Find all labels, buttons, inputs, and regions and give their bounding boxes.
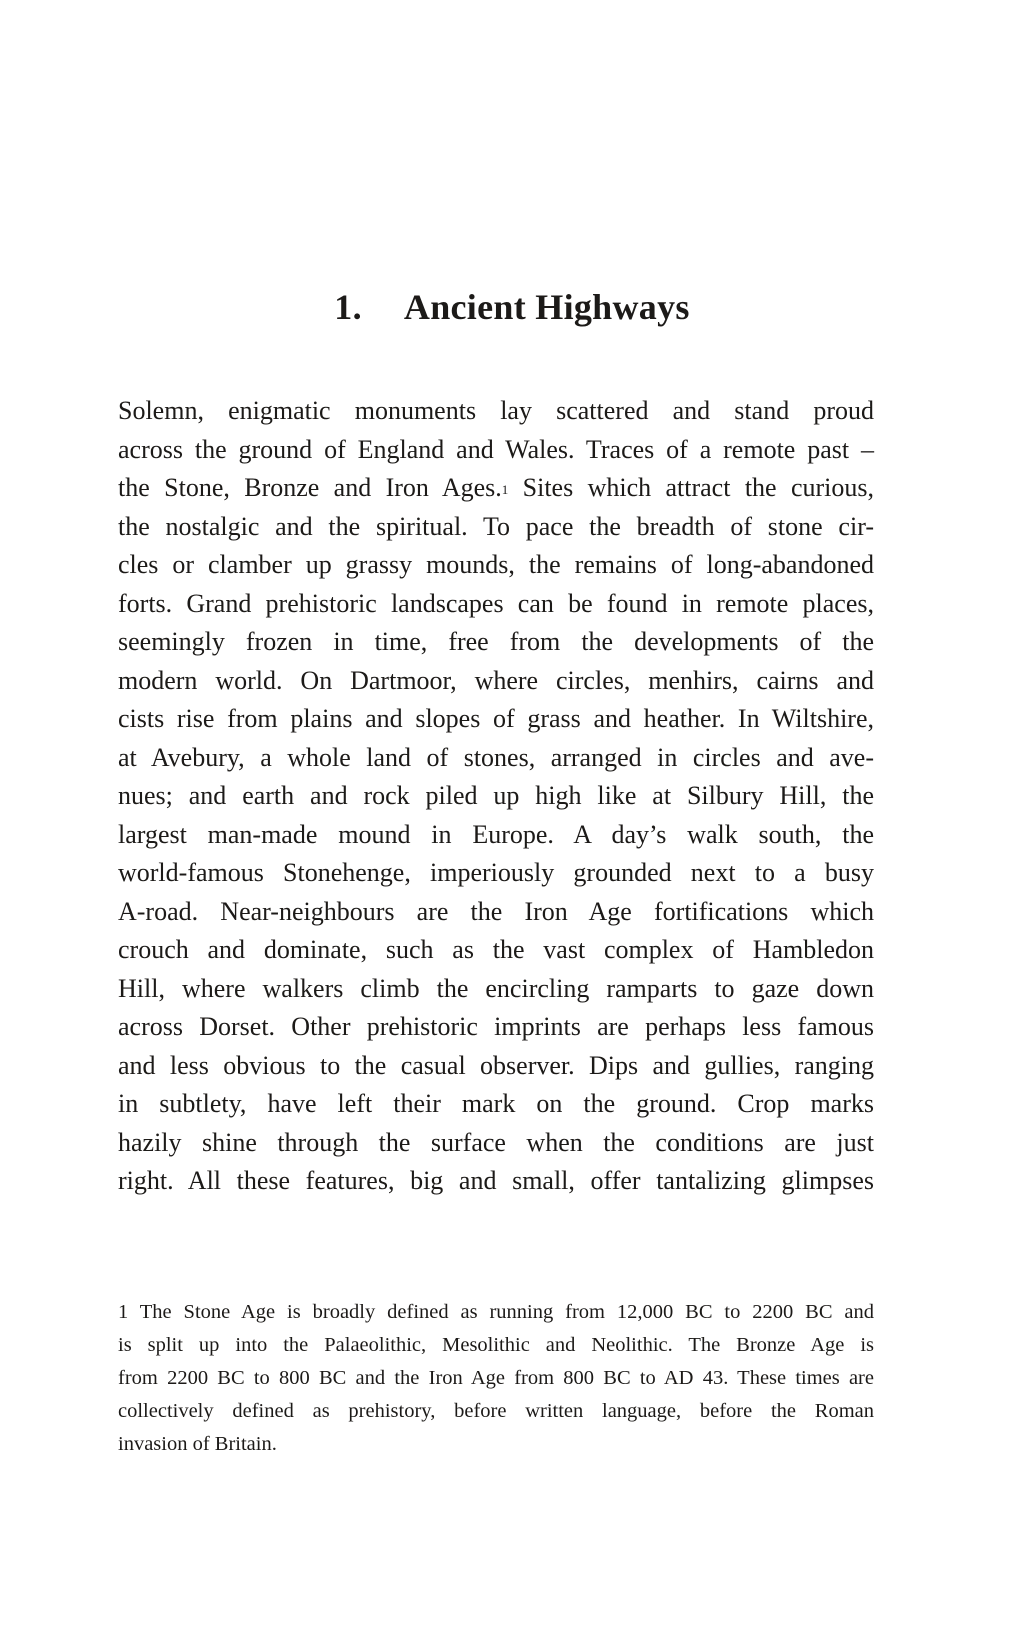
footnote-line: from 2200 BC to 800 BC and the Iron Age from 800 BC to AD 43. These times are	[118, 1367, 874, 1389]
body-line: the Stone, Bronze and Iron Ages.$^1$ Sites which attract the curious,	[118, 473, 874, 502]
body-line: nues; and earth and rock piled up high like at Silbury Hill, the	[118, 781, 874, 810]
body-line: largest man-made mound in Europe. A day’s walk south, the	[118, 819, 874, 849]
body-line: seemingly frozen in time, free from the developments of the	[118, 627, 874, 656]
chapter-title: Ancient Highways	[403, 287, 690, 328]
footnotes	[118, 1296, 874, 1461]
body-line: at Avebury, a whole land of stones, arranged in circles and ave-	[118, 742, 874, 772]
body-line: crouch and dominate, such as the vast complex of Hambledon	[118, 935, 874, 964]
footnote-line: 1 The Stone Age is broadly defined as running from 12,000 BC to 2200 BC and	[118, 1301, 874, 1323]
body-line: Solemn, enigmatic monuments lay scattered and stand proud	[118, 396, 874, 425]
body-text	[118, 392, 874, 1201]
body-line: right. All these features, big and small, offer tantalizing glimpses	[118, 1166, 874, 1195]
body-line: Hill, where walkers climb the encircling ramparts to gaze down	[118, 973, 874, 1003]
body-line: cists rise from plains and slopes of grass and heather. In Wiltshire,	[118, 704, 874, 733]
chapter-heading	[0, 286, 1024, 328]
footnote-reference[interactable]: 1	[501, 482, 509, 497]
chapter-number: 1.	[334, 287, 362, 328]
body-line: in subtlety, have left their mark on the ground. Crop marks	[118, 1089, 874, 1118]
footnote-line: collectively defined as prehistory, before written language, before the Roman	[118, 1400, 874, 1422]
body-line: and less obvious to the casual observer. Dips and gullies, ranging	[118, 1050, 874, 1080]
body-line: hazily shine through the surface when the conditions are just	[118, 1127, 874, 1157]
body-line: forts. Grand prehistoric landscapes can be found in remote places,	[118, 588, 874, 618]
body-line: cles or clamber up grassy mounds, the remains of long-abandoned	[118, 550, 874, 579]
body-line: world-famous Stonehenge, imperiously grounded next to a busy	[118, 858, 874, 887]
body-line: the nostalgic and the spiritual. To pace the breadth of stone cir-	[118, 511, 874, 541]
body-line: A-road. Near-neighbours are the Iron Age fortifications which	[118, 896, 874, 926]
body-line: across the ground of England and Wales. Traces of a remote past –	[118, 434, 874, 464]
footnote-line: is split up into the Palaeolithic, Mesolithic and Neolithic. The Bronze Age is	[118, 1334, 874, 1356]
body-line: across Dorset. Other prehistoric imprints are perhaps less famous	[118, 1012, 874, 1041]
footnote-line: invasion of Britain.	[118, 1433, 277, 1455]
body-line: modern world. On Dartmoor, where circles, menhirs, cairns and	[118, 665, 874, 695]
